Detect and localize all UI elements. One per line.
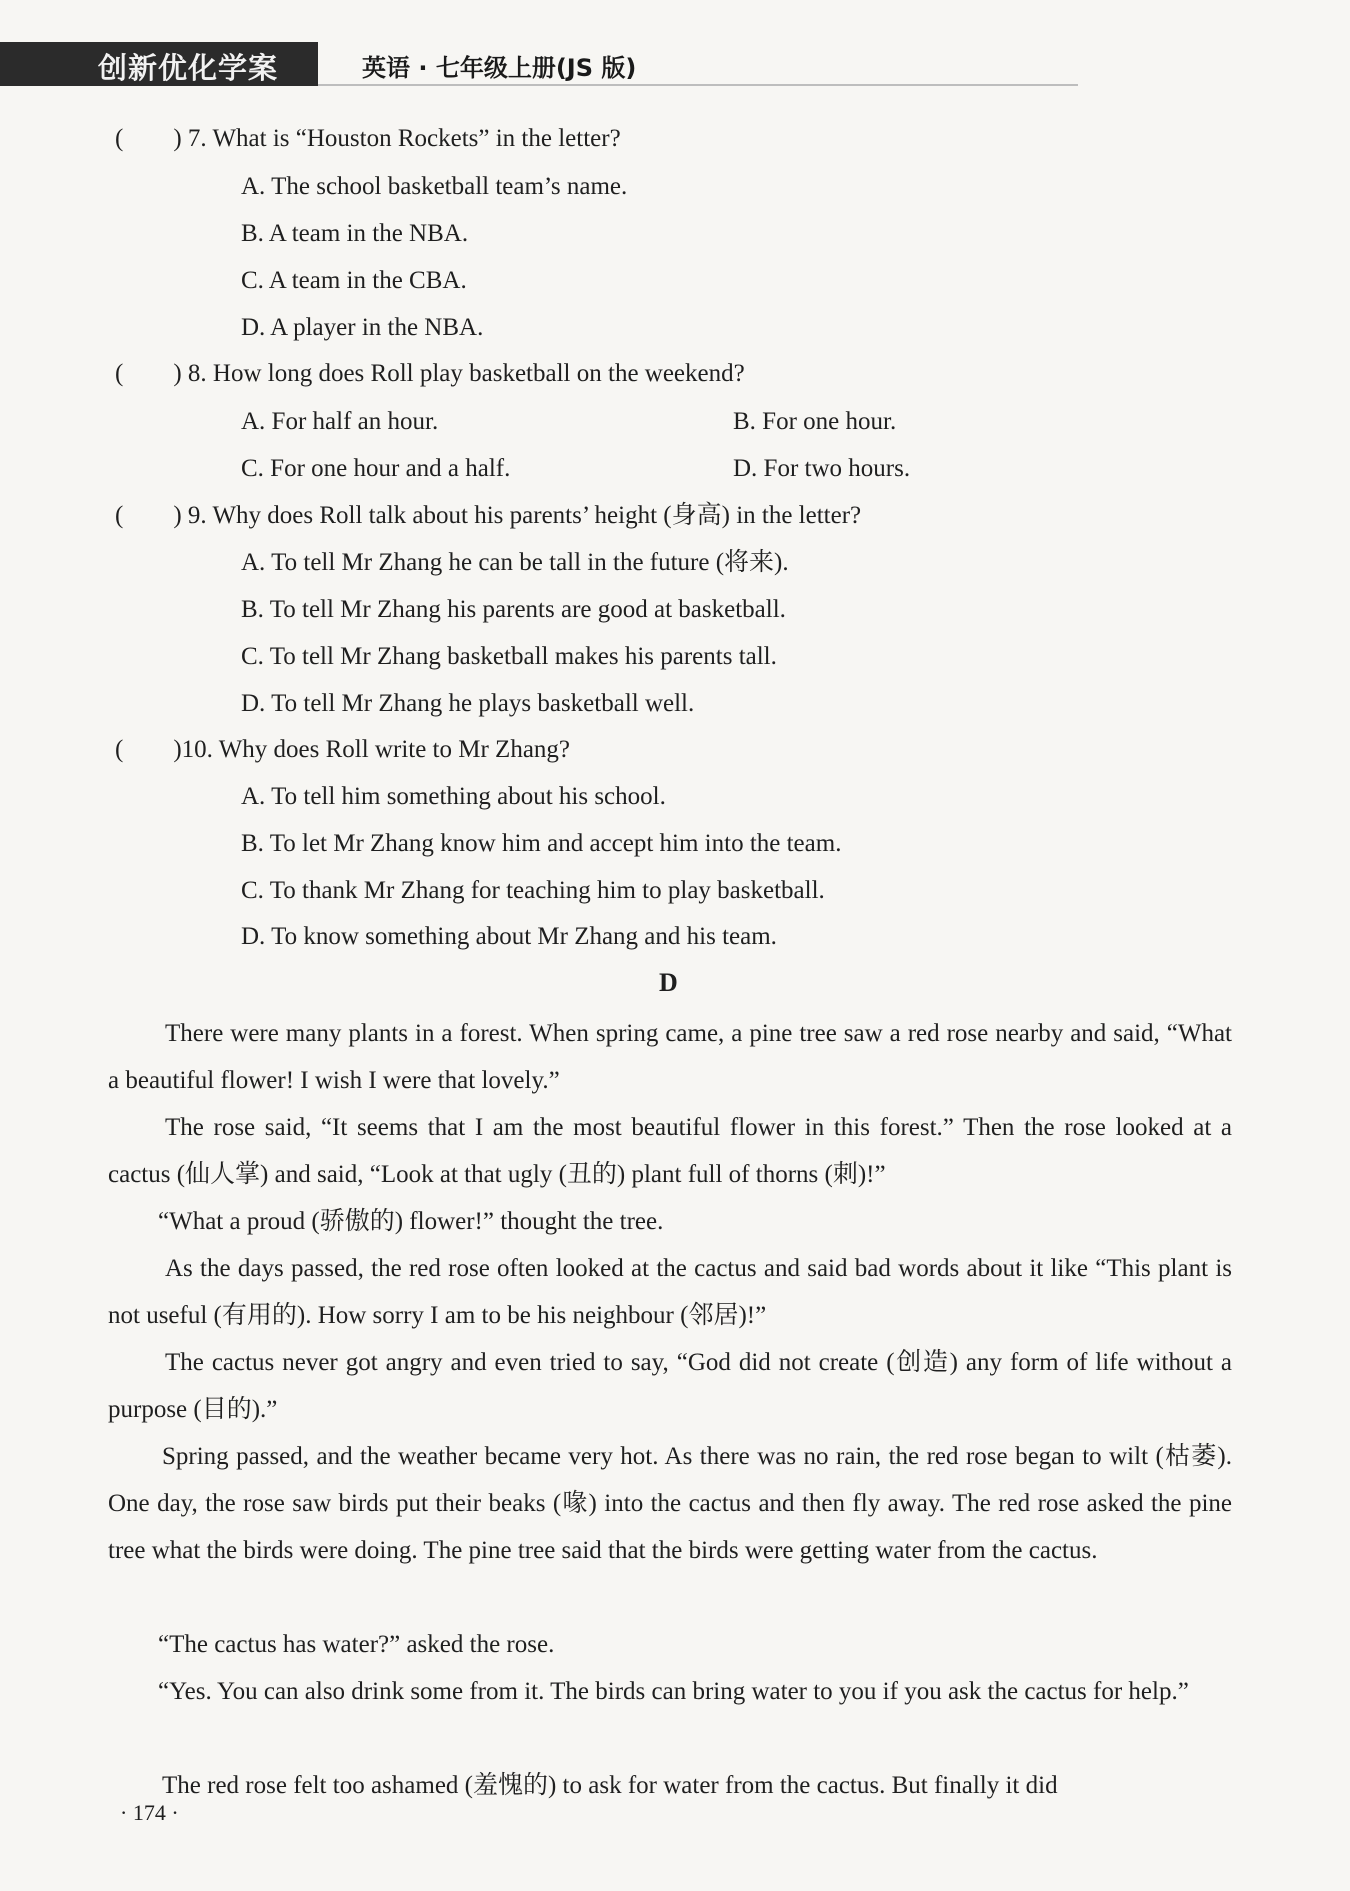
- question-10-stem: ( )10. Why does Roll write to Mr Zhang?: [115, 736, 571, 763]
- question-9-option-b: B. To tell Mr Zhang his parents are good at basketball.: [241, 596, 786, 623]
- question-10-option-d: D. To know something about Mr Zhang and his team.: [241, 923, 777, 950]
- section-title: D: [659, 968, 678, 997]
- header-divider: [318, 84, 1078, 86]
- passage-paragraph-1: There were many plants in a forest. When spring came, a pine tree saw a red rose nearby and said, “What a beautiful flower! I wish I were that lovely.”: [108, 1020, 1232, 1094]
- question-9-option-d: D. To tell Mr Zhang he plays basketball well.: [241, 690, 695, 717]
- page-header: [0, 42, 1350, 92]
- passage-paragraph-8: “Yes. You can also drink some from it. The birds can bring water to you if you ask the cactus for help.”: [158, 1678, 1189, 1705]
- passage-paragraph-5: The cactus never got angry and even tried to say, “God did not create (创造) any form of life without a purpose (目的).”: [108, 1349, 1232, 1423]
- passage-paragraph-6: Spring passed, and the weather became very hot. As there was no rain, the red rose began to wilt (枯萎). One day, the rose saw birds put their beaks (喙) into the cactus and then fly away. The red rose asked the pine tree what the birds were doing. The pine tree said that the birds were getting water from the cactus.: [108, 1443, 1232, 1564]
- question-9-option-c: C. To tell Mr Zhang basketball makes his parents tall.: [241, 643, 777, 670]
- passage-paragraph-9: The red rose felt too ashamed (羞愧的) to ask for water from the cactus. But finally it did: [162, 1772, 1058, 1799]
- question-8-option-d: D. For two hours.: [733, 455, 911, 482]
- question-7-option-a: A. The school basketball team’s name.: [241, 173, 628, 200]
- passage-paragraph-7: “The cactus has water?” asked the rose.: [158, 1631, 555, 1658]
- question-10-option-c: C. To thank Mr Zhang for teaching him to play basketball.: [241, 877, 825, 904]
- question-8-option-b: B. For one hour.: [733, 408, 897, 435]
- question-8-option-c: C. For one hour and a half.: [241, 455, 511, 482]
- book-subject: 英语 · 七年级上册(JS 版): [362, 54, 637, 82]
- page-number: · 174 ·: [120, 1800, 179, 1825]
- series-title: 创新优化学案: [98, 51, 279, 85]
- passage-paragraph-3: “What a proud (骄傲的) flower!” thought the tree.: [158, 1208, 664, 1235]
- question-8-option-a: A. For half an hour.: [241, 408, 439, 435]
- question-10-option-b: B. To let Mr Zhang know him and accept him into the team.: [241, 830, 842, 857]
- question-7-stem: ( ) 7. What is “Houston Rockets” in the letter?: [115, 125, 621, 152]
- passage-paragraph-4: As the days passed, the red rose often looked at the cactus and said bad words about it like “This plant is not useful (有用的). How sorry I am to be his neighbour (邻居)!”: [108, 1255, 1232, 1329]
- question-9-stem: ( ) 9. Why does Roll talk about his parents’ height (身高) in the letter?: [115, 502, 862, 529]
- question-7-option-b: B. A team in the NBA.: [241, 220, 469, 247]
- question-7-option-d: D. A player in the NBA.: [241, 314, 484, 341]
- question-7-option-c: C. A team in the CBA.: [241, 267, 467, 294]
- question-10-option-a: A. To tell him something about his school.: [241, 783, 666, 810]
- question-9-option-a: A. To tell Mr Zhang he can be tall in the future (将来).: [241, 549, 789, 576]
- passage-paragraph-2: The rose said, “It seems that I am the most beautiful flower in this forest.” Then the rose looked at a cactus (仙人掌) and said, “Look at that ugly (丑的) plant full of thorns (刺)!”: [108, 1114, 1232, 1188]
- question-8-stem: ( ) 8. How long does Roll play basketball on the weekend?: [115, 360, 745, 387]
